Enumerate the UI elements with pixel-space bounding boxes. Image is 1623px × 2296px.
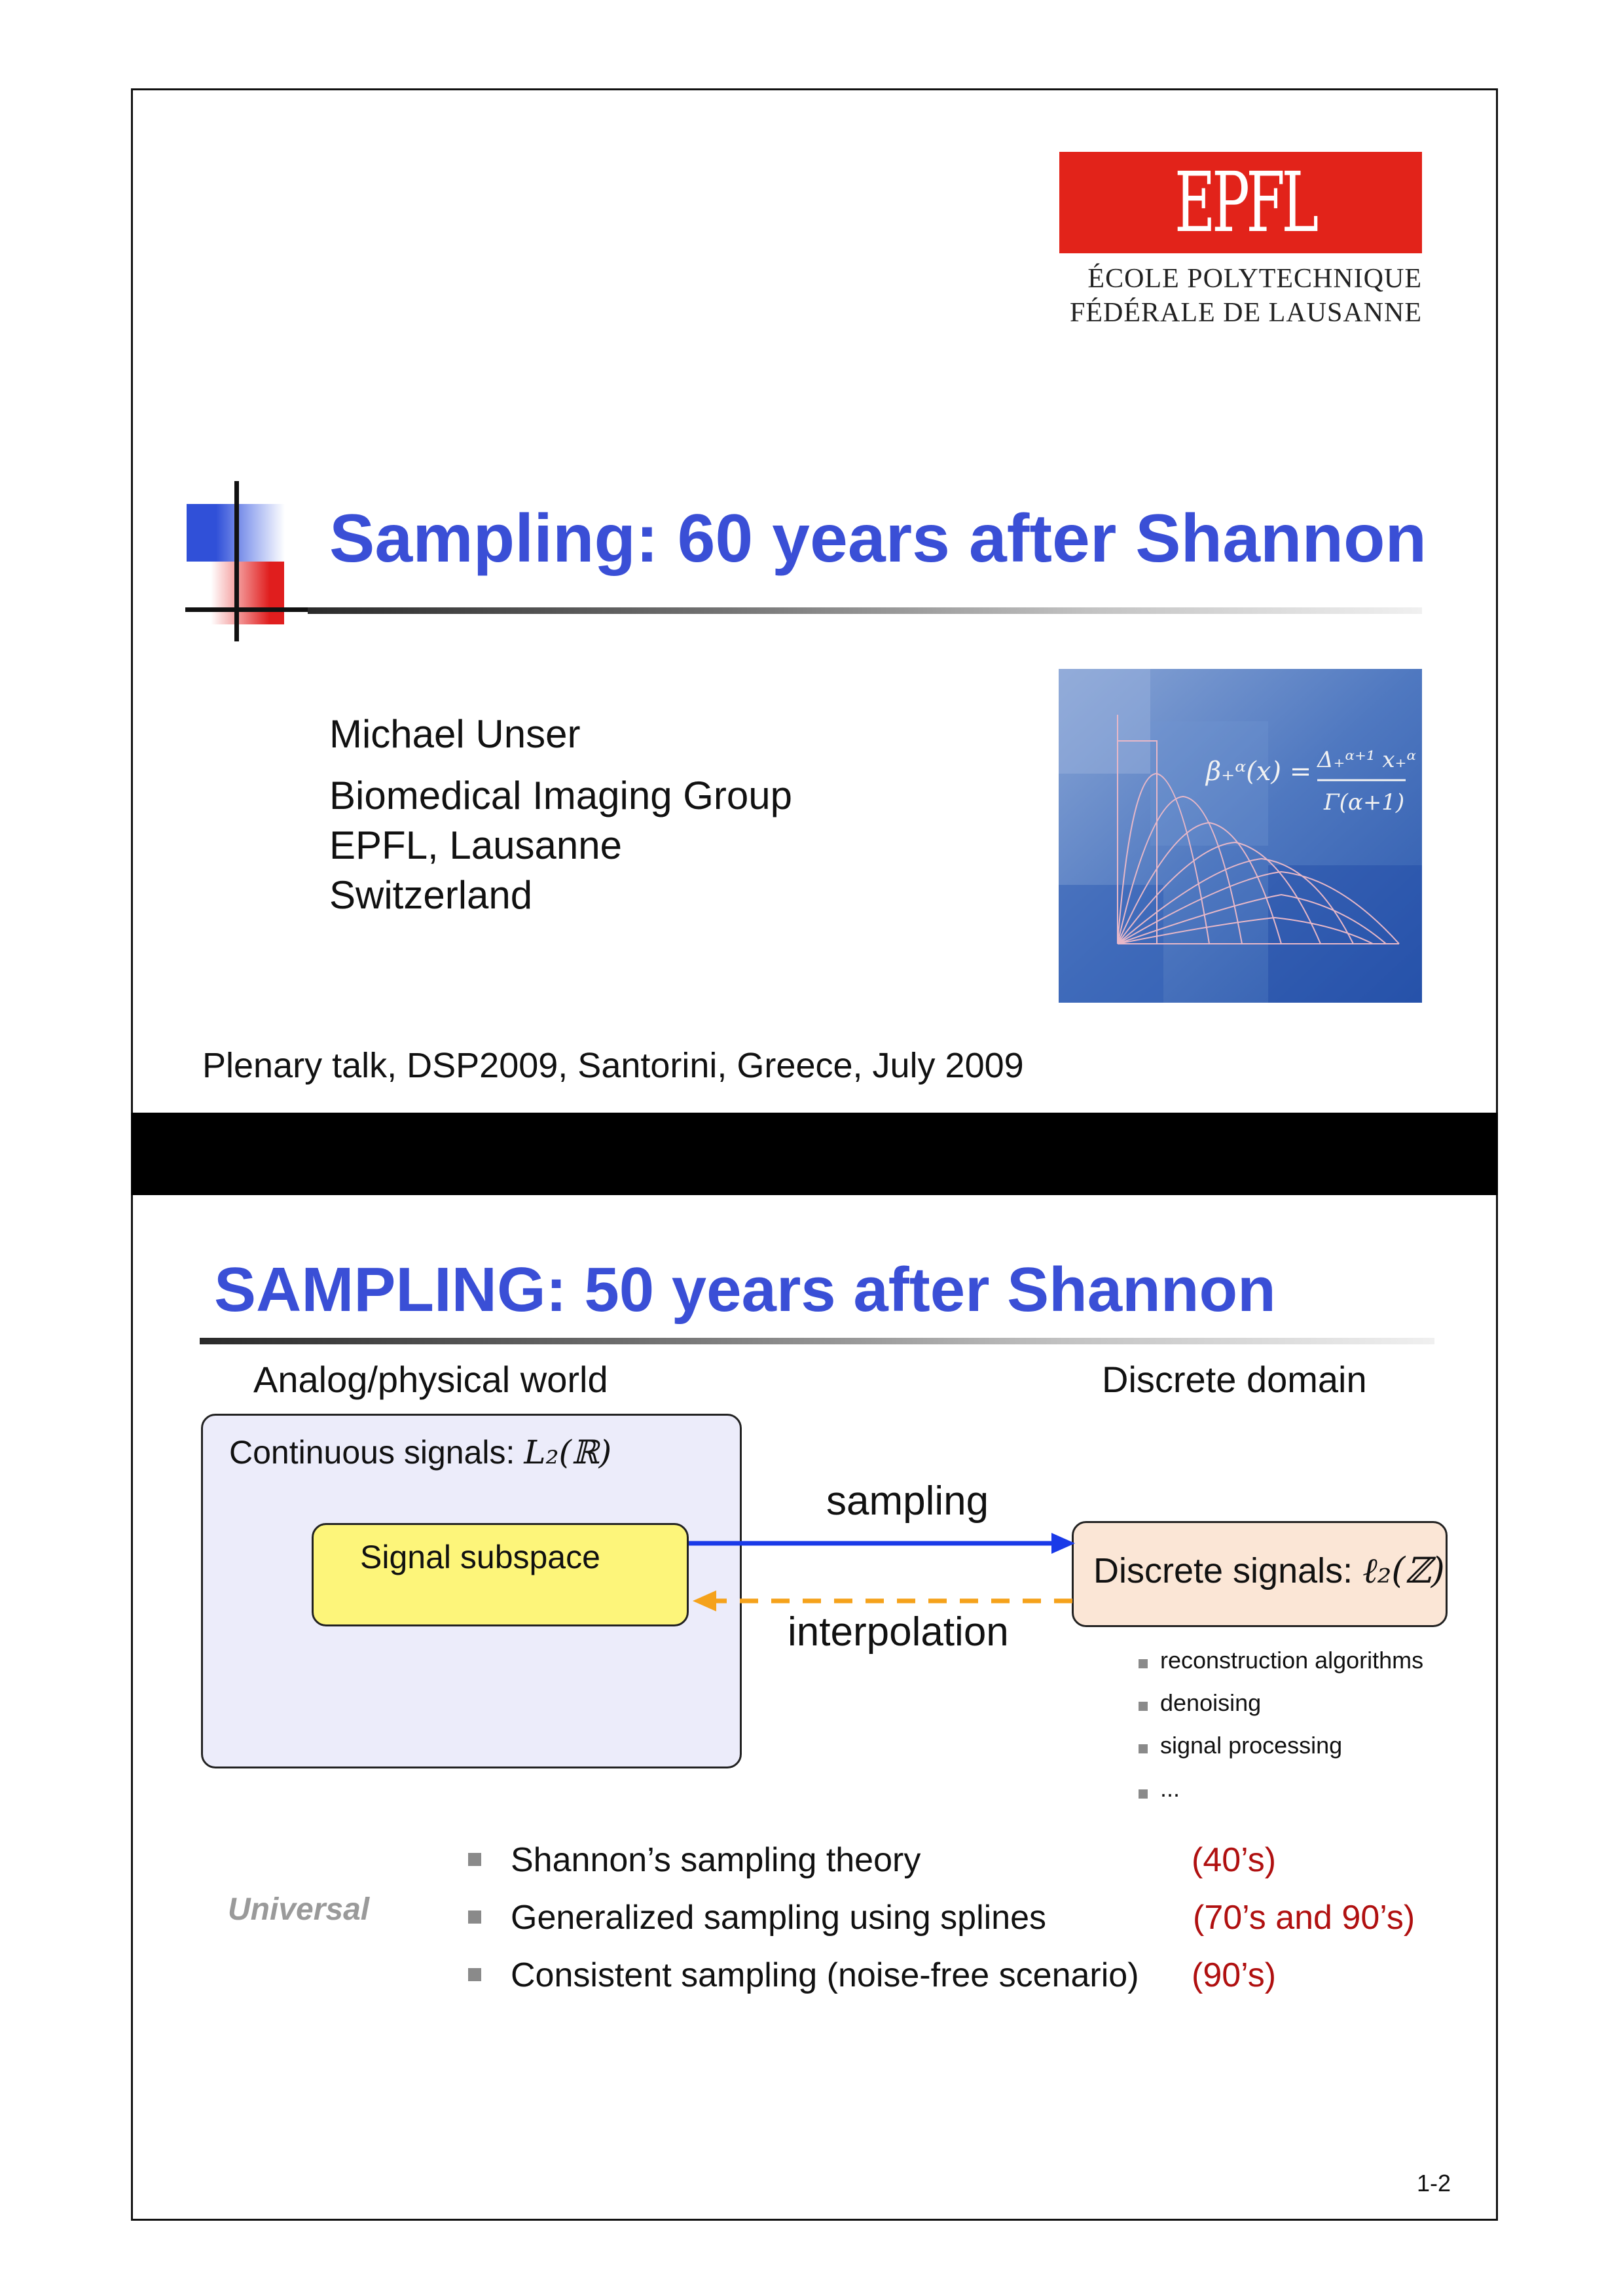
spline-chalkboard-image: [1059, 669, 1422, 1003]
bullet-icon: [1139, 1789, 1148, 1799]
discrete-item-3: signal processing: [1160, 1732, 1343, 1759]
discrete-label-text: Discrete signals:: [1093, 1551, 1353, 1590]
epfl-wordmark: EPFL: [1175, 154, 1315, 251]
discrete-signals-label: [1093, 1550, 1445, 1591]
affiliation-institute: EPFL, Lausanne: [329, 823, 622, 867]
signal-subspace-label: Signal subspace: [360, 1539, 600, 1575]
bullet-icon: [468, 1910, 481, 1924]
discrete-item-1: reconstruction algorithms: [1160, 1647, 1424, 1674]
continuous-space: L₂(ℝ): [524, 1433, 612, 1471]
theory-1: Shannon’s sampling theory: [511, 1841, 921, 1879]
title-deco-vline: [234, 481, 239, 641]
title-rule-1: [308, 607, 1422, 614]
interpolation-label: interpolation: [788, 1609, 1009, 1655]
formula-denominator: Γ(α+1): [1324, 789, 1405, 816]
bullet-icon: [1139, 1744, 1148, 1753]
discrete-space: ℓ₂(ℤ): [1362, 1550, 1445, 1591]
discrete-item-2: denoising: [1160, 1689, 1262, 1716]
title-deco-red: [211, 562, 284, 624]
formula-numerator: Δ₊ᵅ⁺¹ x₊ᵅ: [1317, 747, 1416, 773]
affiliation-group: Biomedical Imaging Group: [329, 774, 793, 817]
formula-left: β₊ᵅ(x) =: [1206, 757, 1312, 787]
continuous-label-text: Continuous signals:: [229, 1434, 515, 1471]
continuous-signals-label: [229, 1433, 611, 1471]
bullet-icon: [468, 1968, 481, 1981]
theory-3-era: (90’s): [1192, 1956, 1277, 1994]
title-rule-2: [200, 1338, 1434, 1344]
theory-2: Generalized sampling using splines: [511, 1899, 1047, 1937]
right-header: Discrete domain: [1102, 1359, 1367, 1400]
logo-line-2: FÉDÉRALE DE LAUSANNE: [1070, 298, 1422, 328]
arrows-diagram: [687, 1525, 1080, 1617]
theory-1-era: (40’s): [1192, 1841, 1277, 1879]
left-header: Analog/physical world: [253, 1359, 608, 1400]
universal-label: Universal: [228, 1892, 370, 1927]
author-name: Michael Unser: [329, 712, 581, 756]
sampling-label: sampling: [826, 1479, 989, 1524]
logo-line-1: ÉCOLE POLYTECHNIQUE: [1087, 264, 1422, 294]
slide-1-title: Sampling: 60 years after Shannon: [329, 501, 1427, 577]
slide-2-title: SAMPLING: 50 years after Shannon: [214, 1255, 1276, 1325]
interpolation-arrowhead: [693, 1590, 716, 1611]
page-number: 1-2: [1417, 2170, 1451, 2197]
affiliation-country: Switzerland: [329, 873, 533, 917]
theory-3: Consistent sampling (noise-free scenario): [511, 1956, 1139, 1994]
theory-2-era: (70’s and 90’s): [1193, 1899, 1415, 1937]
title-deco-hline: [185, 607, 310, 612]
bullet-icon: [1139, 1659, 1148, 1668]
sampling-arrowhead: [1051, 1533, 1075, 1554]
discrete-item-4: ...: [1160, 1775, 1180, 1802]
bullet-icon: [468, 1853, 481, 1866]
event-line: Plenary talk, DSP2009, Santorini, Greece, July 2009: [202, 1046, 1024, 1085]
bullet-icon: [1139, 1702, 1148, 1711]
slide-separator-band: [131, 1113, 1498, 1195]
